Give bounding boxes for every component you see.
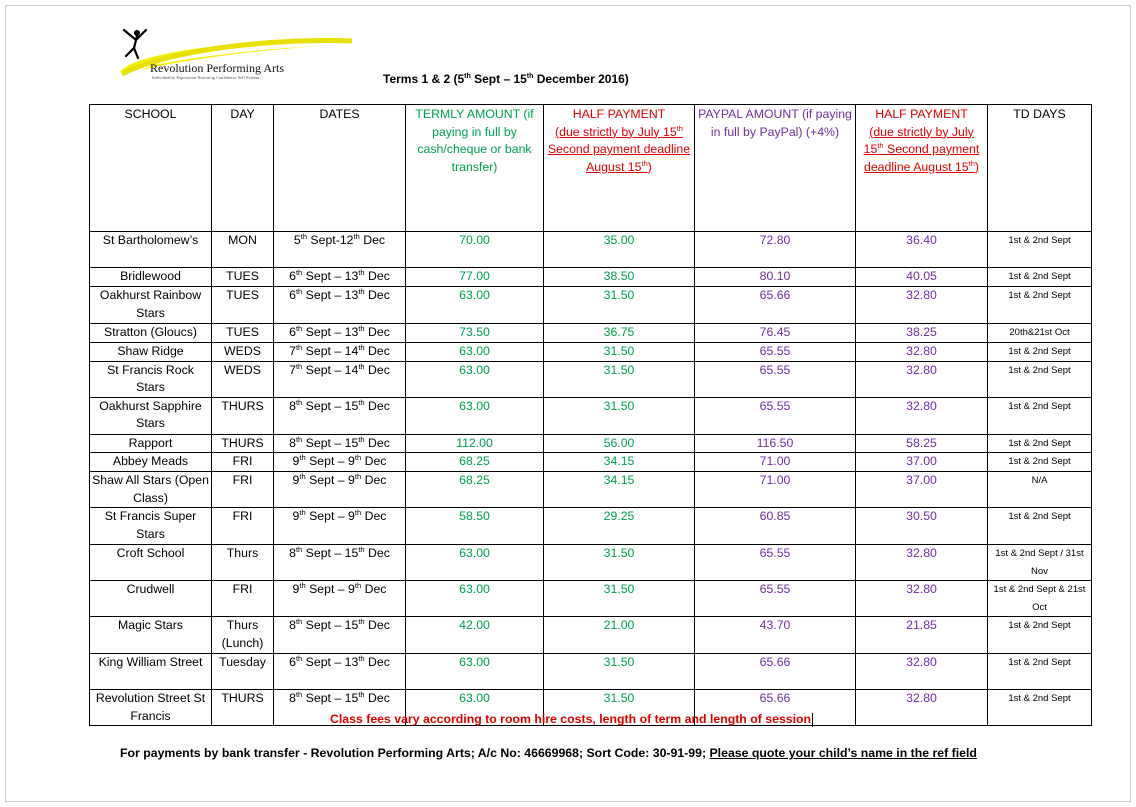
paypal-amount-cell: 65.55 — [695, 545, 856, 581]
day-cell: TUES — [212, 287, 274, 324]
table-row — [90, 268, 1092, 287]
td-days-cell: 1st & 2nd Sept — [988, 232, 1092, 268]
half-payment-paypal-cell: 32.80 — [856, 654, 988, 690]
school-cell: St Francis Rock Stars — [90, 361, 212, 397]
td-days-cell: 1st & 2nd Sept — [988, 342, 1092, 361]
dates-cell: 9th Sept – 9th Dec — [274, 472, 406, 508]
header-termly-amount: TERMLY AMOUNT (if paying in full by cash/cheque or bank transfer) — [406, 105, 544, 232]
day-cell: TUES — [212, 268, 274, 287]
dates-cell: 9th Sept – 9th Dec — [274, 453, 406, 472]
dates-cell: 8th Sept – 15th Dec — [274, 434, 406, 453]
termly-amount-cell: 63.00 — [406, 690, 544, 726]
school-cell: Stratton (Gloucs) — [90, 324, 212, 343]
payment-reference-note: Please quote your child’s name in the ref field — [709, 746, 977, 760]
half-payment-cell: 31.50 — [544, 581, 695, 617]
day-cell: FRI — [212, 508, 274, 545]
half-payment-cell: 31.50 — [544, 654, 695, 690]
td-days-cell: 1st & 2nd Sept & 21st Oct — [988, 581, 1092, 617]
table-row — [90, 342, 1092, 361]
half-payment-cell: 35.00 — [544, 232, 695, 268]
termly-amount-cell: 63.00 — [406, 397, 544, 434]
dates-cell: 8th Sept – 15th Dec — [274, 617, 406, 654]
paypal-amount-cell: 116.50 — [695, 434, 856, 453]
school-cell: Crudwell — [90, 581, 212, 617]
paypal-amount-cell: 65.55 — [695, 581, 856, 617]
termly-amount-cell: 70.00 — [406, 232, 544, 268]
td-days-cell: 1st & 2nd Sept — [988, 268, 1092, 287]
day-cell: Thurs — [212, 545, 274, 581]
half-payment-paypal-cell: 30.50 — [856, 508, 988, 545]
termly-amount-cell: 77.00 — [406, 268, 544, 287]
table-row — [90, 654, 1092, 690]
day-cell: TUES — [212, 324, 274, 343]
half-payment-cell: 21.00 — [544, 617, 695, 654]
payment-info: For payments by bank transfer - Revolution Performing Arts; A/c No: 46669968; Sort Code: 30-91-99; Please quote your child’s name in the ref field — [120, 746, 977, 760]
paypal-amount-cell: 80.10 — [695, 268, 856, 287]
termly-amount-cell: 63.00 — [406, 581, 544, 617]
paypal-amount-cell: 65.55 — [695, 397, 856, 434]
table-row — [90, 508, 1092, 545]
td-days-cell: 20th&21st Oct — [988, 324, 1092, 343]
half-payment-cell: 34.15 — [544, 472, 695, 508]
dates-cell: 6th Sept – 13th Dec — [274, 324, 406, 343]
paypal-amount-cell: 65.66 — [695, 654, 856, 690]
paypal-amount-cell: 43.70 — [695, 617, 856, 654]
table-header-row — [90, 105, 1092, 232]
table-row — [90, 581, 1092, 617]
td-days-cell: 1st & 2nd Sept — [988, 453, 1092, 472]
half-payment-paypal-cell: 38.25 — [856, 324, 988, 343]
day-cell: THURS — [212, 434, 274, 453]
termly-amount-cell: 42.00 — [406, 617, 544, 654]
termly-amount-cell: 68.25 — [406, 472, 544, 508]
paypal-amount-cell: 65.66 — [695, 287, 856, 324]
school-cell: Rapport — [90, 434, 212, 453]
table-row — [90, 617, 1092, 654]
header-half-payment-paypal: HALF PAYMENT (due strictly by July 15th Second payment deadline August 15th) — [856, 105, 988, 232]
half-payment-cell: 31.50 — [544, 545, 695, 581]
termly-amount-cell: 73.50 — [406, 324, 544, 343]
school-cell: Bridlewood — [90, 268, 212, 287]
school-cell: Oakhurst Rainbow Stars — [90, 287, 212, 324]
school-cell: Revolution Street St Francis — [90, 690, 212, 726]
school-cell: St Bartholomew’s — [90, 232, 212, 268]
half-payment-paypal-cell: 32.80 — [856, 581, 988, 617]
fees-note: Class fees vary according to room hire costs, length of term and length of session — [330, 712, 812, 726]
half-payment-paypal-cell: 32.80 — [856, 690, 988, 726]
school-cell: St Francis Super Stars — [90, 508, 212, 545]
half-payment-cell: 31.50 — [544, 690, 695, 726]
paypal-amount-cell: 65.55 — [695, 361, 856, 397]
half-payment-paypal-cell: 32.80 — [856, 361, 988, 397]
dates-cell: 6th Sept – 13th Dec — [274, 654, 406, 690]
half-payment-paypal-cell: 36.40 — [856, 232, 988, 268]
table-row — [90, 324, 1092, 343]
td-days-cell: 1st & 2nd Sept — [988, 617, 1092, 654]
dates-cell: 7th Sept – 14th Dec — [274, 361, 406, 397]
paypal-amount-cell: 76.45 — [695, 324, 856, 343]
td-days-cell: 1st & 2nd Sept — [988, 397, 1092, 434]
day-cell: Thurs (Lunch) — [212, 617, 274, 654]
termly-amount-cell: 63.00 — [406, 287, 544, 324]
termly-amount-cell: 63.00 — [406, 342, 544, 361]
dates-cell: 8th Sept – 15th Dec — [274, 545, 406, 581]
td-days-cell: 1st & 2nd Sept — [988, 361, 1092, 397]
header-half-payment: HALF PAYMENT (due strictly by July 15th Second payment deadline August 15th) — [544, 105, 695, 232]
table-row — [90, 397, 1092, 434]
table-row — [90, 434, 1092, 453]
day-cell: THURS — [212, 690, 274, 726]
half-payment-cell: 31.50 — [544, 342, 695, 361]
paypal-amount-cell: 72.80 — [695, 232, 856, 268]
half-payment-cell: 31.50 — [544, 397, 695, 434]
day-cell: WEDS — [212, 361, 274, 397]
half-payment-paypal-cell: 32.80 — [856, 397, 988, 434]
termly-amount-cell: 112.00 — [406, 434, 544, 453]
dates-cell: 7th Sept – 14th Dec — [274, 342, 406, 361]
school-cell: Oakhurst Sapphire Stars — [90, 397, 212, 434]
school-cell: Abbey Meads — [90, 453, 212, 472]
half-payment-paypal-cell: 21.85 — [856, 617, 988, 654]
td-days-cell: 1st & 2nd Sept — [988, 434, 1092, 453]
day-cell: WEDS — [212, 342, 274, 361]
half-payment-paypal-cell: 37.00 — [856, 453, 988, 472]
half-payment-cell: 36.75 — [544, 324, 695, 343]
text-cursor — [812, 713, 813, 727]
half-payment-cell: 56.00 — [544, 434, 695, 453]
day-cell: FRI — [212, 453, 274, 472]
half-payment-paypal-cell: 32.80 — [856, 545, 988, 581]
fees-table — [89, 104, 1092, 726]
logo-tagline: Individuality Expression Nurturing Confidence Self Esteem — [152, 75, 260, 80]
td-days-cell: 1st & 2nd Sept — [988, 654, 1092, 690]
td-days-cell: 1st & 2nd Sept — [988, 508, 1092, 545]
dates-cell: 9th Sept – 9th Dec — [274, 508, 406, 545]
termly-amount-cell: 63.00 — [406, 361, 544, 397]
half-payment-cell: 31.50 — [544, 287, 695, 324]
dates-cell: 6th Sept – 13th Dec — [274, 268, 406, 287]
dates-cell: 8th Sept – 15th Dec — [274, 397, 406, 434]
header-paypal-amount: PAYPAL AMOUNT (if paying in full by PayPal) (+4%) — [695, 105, 856, 232]
day-cell: MON — [212, 232, 274, 268]
td-days-cell: 1st & 2nd Sept / 31st Nov — [988, 545, 1092, 581]
termly-amount-cell: 63.00 — [406, 654, 544, 690]
logo — [112, 24, 362, 82]
termly-amount-cell: 68.25 — [406, 453, 544, 472]
header-school: SCHOOL — [90, 105, 212, 232]
half-payment-paypal-cell: 58.25 — [856, 434, 988, 453]
dates-cell: 5th Sept-12th Dec — [274, 232, 406, 268]
half-payment-cell: 34.15 — [544, 453, 695, 472]
table-row — [90, 453, 1092, 472]
day-cell: Tuesday — [212, 654, 274, 690]
termly-amount-cell: 63.00 — [406, 545, 544, 581]
table-row — [90, 545, 1092, 581]
td-days-cell: 1st & 2nd Sept — [988, 690, 1092, 726]
logo-name: Revolution Performing Arts — [150, 61, 284, 75]
half-payment-paypal-cell: 32.80 — [856, 342, 988, 361]
paypal-amount-cell: 65.66 — [695, 690, 856, 726]
td-days-cell: 1st & 2nd Sept — [988, 287, 1092, 324]
table-row — [90, 472, 1092, 508]
school-cell: Croft School — [90, 545, 212, 581]
day-cell: FRI — [212, 472, 274, 508]
header-td-days: TD DAYS — [988, 105, 1092, 232]
paypal-amount-cell: 60.85 — [695, 508, 856, 545]
school-cell: Shaw All Stars (Open Class) — [90, 472, 212, 508]
day-cell: THURS — [212, 397, 274, 434]
paypal-amount-cell: 65.55 — [695, 342, 856, 361]
dates-cell: 9th Sept – 9th Dec — [274, 581, 406, 617]
day-cell: FRI — [212, 581, 274, 617]
table-row — [90, 287, 1092, 324]
half-payment-cell: 31.50 — [544, 361, 695, 397]
dates-cell: 8th Sept – 15th Dec — [274, 690, 406, 726]
dates-cell: 6th Sept – 13th Dec — [274, 287, 406, 324]
paypal-amount-cell: 71.00 — [695, 453, 856, 472]
half-payment-paypal-cell: 40.05 — [856, 268, 988, 287]
school-cell: Shaw Ridge — [90, 342, 212, 361]
page-title: Terms 1 & 2 (5th Sept – 15th December 2016) — [383, 72, 629, 86]
termly-amount-cell: 58.50 — [406, 508, 544, 545]
header-dates: DATES — [274, 105, 406, 232]
td-days-cell: N/A — [988, 472, 1092, 508]
half-payment-cell: 38.50 — [544, 268, 695, 287]
school-cell: Magic Stars — [90, 617, 212, 654]
half-payment-cell: 29.25 — [544, 508, 695, 545]
school-cell: King William Street — [90, 654, 212, 690]
table-row — [90, 361, 1092, 397]
table-row — [90, 232, 1092, 268]
half-payment-paypal-cell: 32.80 — [856, 287, 988, 324]
half-payment-paypal-cell: 37.00 — [856, 472, 988, 508]
header-day: DAY — [212, 105, 274, 232]
paypal-amount-cell: 71.00 — [695, 472, 856, 508]
